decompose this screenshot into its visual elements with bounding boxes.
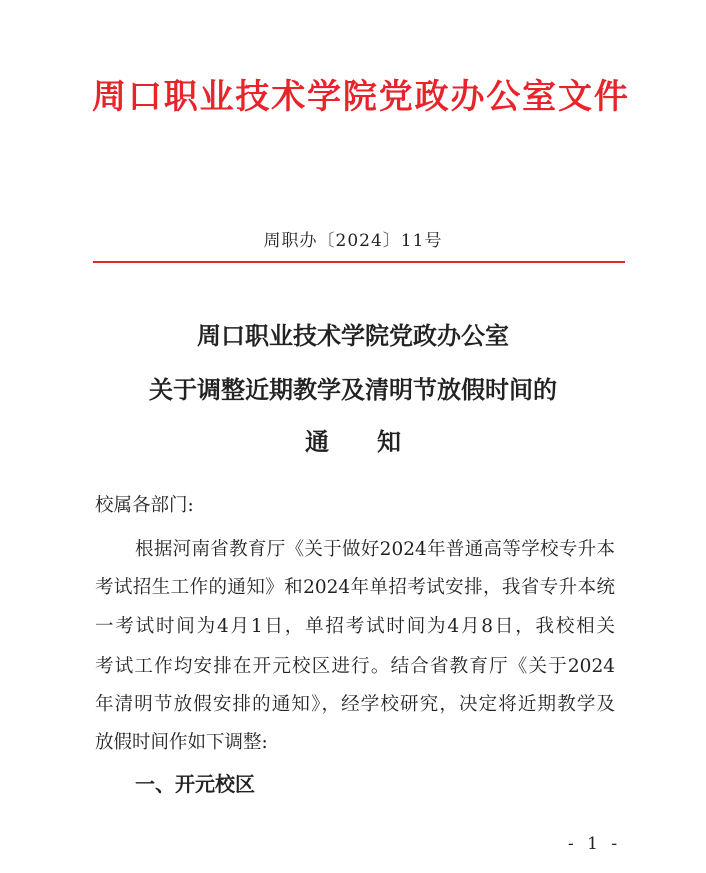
masthead-char: 政 — [414, 77, 449, 117]
body-line: 考试工作均安排在开元校区进行。结合省教育厅《关于2024 — [95, 656, 615, 677]
title-line-2: 关于调整近期教学及清明节放假时间的 — [149, 375, 557, 404]
masthead-char: 周 — [92, 77, 126, 117]
masthead-char: 室 — [522, 77, 557, 117]
title-line-3: 通 知 — [305, 427, 401, 456]
masthead-char: 术 — [271, 77, 306, 117]
red-divider — [93, 261, 625, 263]
salutation: 校属各部门: — [95, 495, 194, 516]
masthead-char: 件 — [593, 77, 628, 117]
page-number: - 1 - — [568, 834, 622, 854]
masthead-char: 院 — [342, 77, 377, 117]
masthead-char: 职 — [163, 77, 198, 117]
body-line: 放假时间作如下调整: — [95, 732, 268, 753]
title-line-1: 周口职业技术学院党政办公室 — [197, 321, 509, 350]
document-number: 周职办〔2024〕11号 — [263, 231, 443, 251]
masthead-char: 学 — [307, 77, 342, 117]
masthead-char: 业 — [199, 77, 234, 117]
masthead-char: 公 — [486, 77, 521, 117]
masthead-char: 口 — [127, 77, 162, 117]
section-heading: 一、开元校区 — [135, 772, 255, 796]
masthead-char: 技 — [235, 77, 270, 117]
body-line: 根据河南省教育厅《关于做好2024年普通高等学校专升本 — [135, 539, 615, 560]
masthead-char: 办 — [450, 77, 485, 117]
masthead-char: 文 — [557, 77, 592, 117]
body-line: 考试招生工作的通知》和2024年单招考试安排，我省专升本统 — [95, 577, 615, 598]
masthead-char: 党 — [378, 77, 413, 117]
body-line: 年清明节放假安排的通知》，经学校研究，决定将近期教学及 — [95, 694, 615, 715]
body-line: 一考试时间为4月1日，单招考试时间为4月8日，我校相关 — [95, 616, 615, 637]
masthead-title — [92, 62, 628, 132]
